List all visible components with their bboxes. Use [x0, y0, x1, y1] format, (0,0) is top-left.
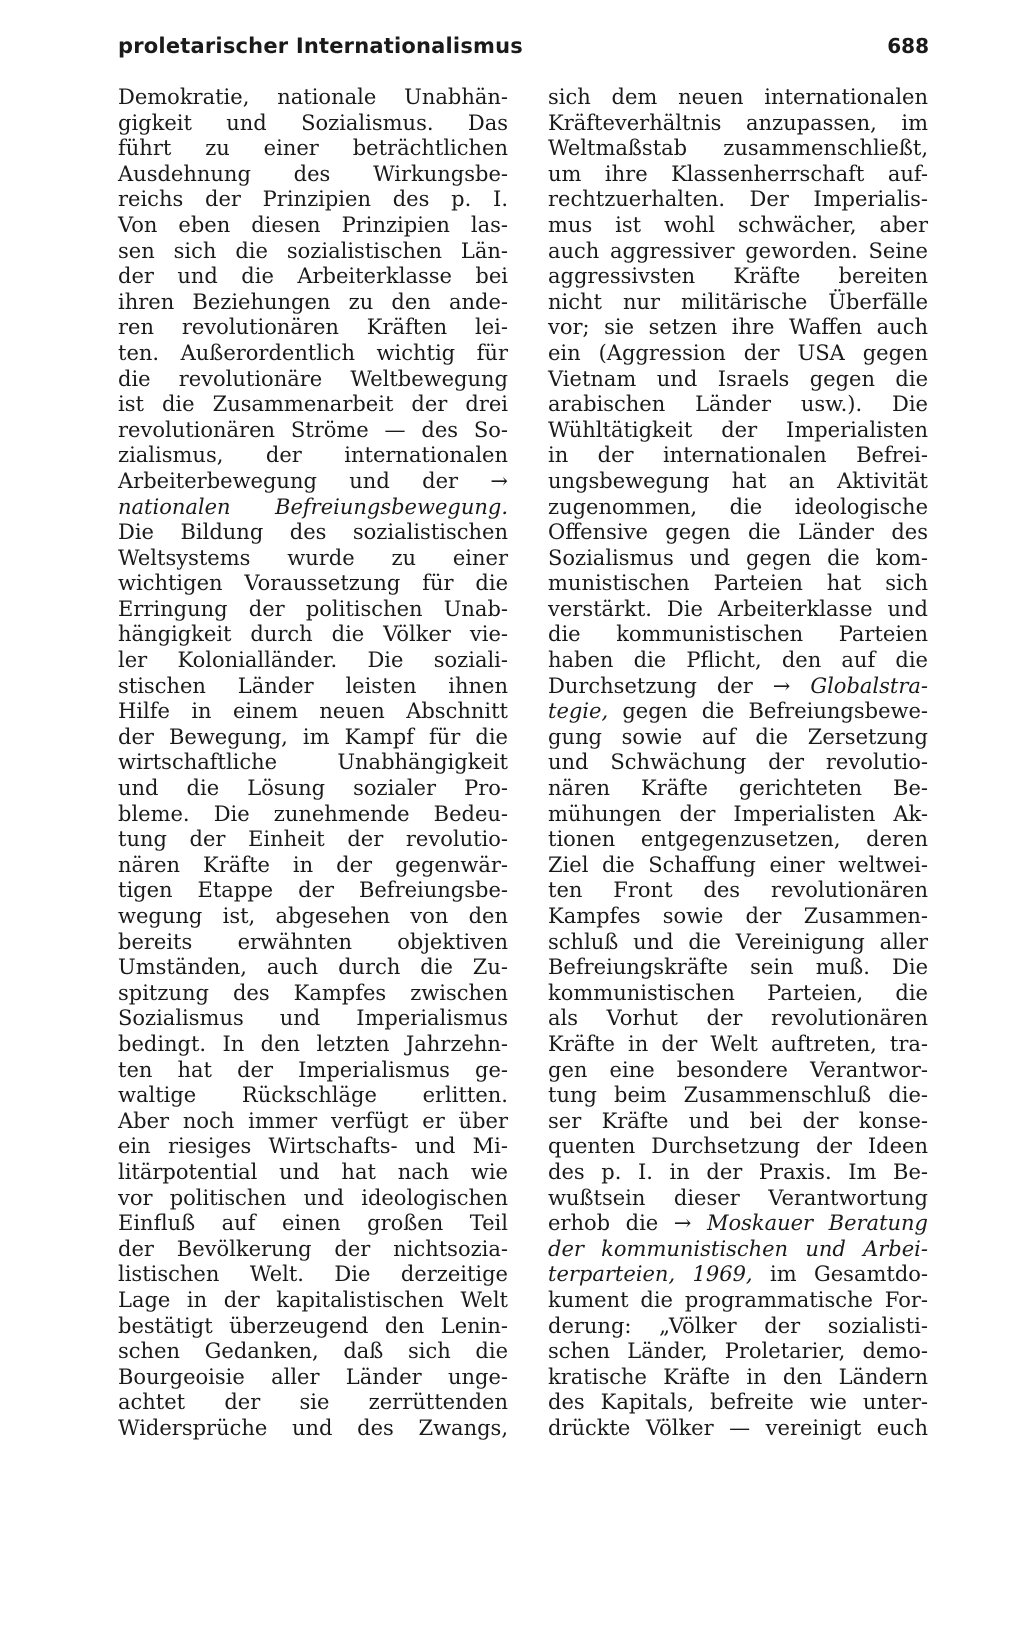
text-line: Durchsetzung der → Globalstra- [548, 673, 928, 698]
text-line: tung der Einheit der revolutio- [118, 827, 508, 852]
text-line: zialismus, der internationalen [118, 443, 508, 468]
text-line: Offensive gegen die Länder des [548, 520, 928, 545]
text-line: schen Gedanken, daß sich die [118, 1339, 508, 1364]
text-line: des p. I. in der Praxis. Im Be- [548, 1159, 928, 1184]
text-line: Befreiungskräfte sein muß. Die [548, 955, 928, 980]
text-line: Kampfes sowie der Zusammen- [548, 904, 928, 928]
text-line: reichs der Prinzipien des p. I. [118, 187, 508, 212]
text-line: der kommunistischen und Arbei- [548, 1236, 928, 1261]
text-line: Ausdehnung des Wirkungsbe- [118, 161, 508, 186]
text-line: Lage in der kapitalistischen Welt [118, 1287, 508, 1312]
text-line: schluß und die Vereinigung aller [548, 929, 928, 954]
text-line: um ihre Klassenherrschaft auf- [548, 161, 928, 186]
text-line: Wühltätigkeit der Imperialisten [548, 417, 928, 442]
text-line: die kommunistischen Parteien [548, 622, 928, 647]
page-number: 688 [887, 34, 929, 58]
text-line: tigen Etappe der Befreiungsbe- [118, 878, 508, 903]
text-line: stischen Länder leisten ihnen [118, 673, 508, 698]
text-line: auch aggressiver geworden. Seine [548, 238, 928, 263]
text-line: und Schwächung der revolutio- [548, 750, 928, 775]
text-line: ten. Außerordentlich wichtig für [118, 340, 508, 365]
text-line: Hilfe in einem neuen Abschnitt [118, 699, 508, 724]
text-line: in der internationalen Befrei- [548, 443, 928, 468]
text-line: ler Kolonialländer. Die soziali- [118, 648, 508, 673]
text-line: wegung ist, abgesehen von den [118, 904, 508, 928]
text-line: Demokratie, nationale Unabhän- [118, 85, 508, 109]
text-line: Kräfteverhältnis anzupassen, im [548, 110, 928, 135]
text-line: gigkeit und Sozialismus. Das [118, 110, 508, 135]
text-line: ihren Beziehungen zu den ande- [118, 289, 508, 314]
left-text-column [118, 85, 508, 1441]
text-line: die revolutionäre Weltbewegung [118, 366, 508, 391]
text-line: ein riesiges Wirtschafts- und Mi- [118, 1134, 508, 1159]
text-line: vor politischen und ideologischen [118, 1185, 508, 1210]
text-line: arabischen Länder usw.). Die [548, 392, 928, 417]
text-line: der und die Arbeiterklasse bei [118, 264, 508, 289]
text-line: kratische Kräfte in den Ländern [548, 1364, 928, 1389]
text-line: ten hat der Imperialismus ge- [118, 1057, 508, 1082]
text-line: der Bewegung, im Kampf für die [118, 724, 508, 749]
text-line: erhob die → Moskauer Beratung [548, 1211, 929, 1236]
text-line: sich dem neuen internationalen [548, 85, 928, 109]
text-line: Kräfte in der Welt auftreten, tra- [548, 1031, 928, 1056]
text-line: gen eine besondere Verantwor- [548, 1057, 928, 1082]
text-line: haben die Pflicht, den auf die [548, 648, 928, 673]
text-line: Sozialismus und gegen die kom- [548, 545, 928, 570]
text-line: tionen entgegenzusetzen, deren [548, 827, 928, 852]
text-line: Ziel die Schaffung einer weltwei- [548, 852, 928, 877]
text-line: drückte Völker — vereinigt euch [548, 1415, 928, 1440]
text-line: quenten Durchsetzung der Ideen [548, 1134, 928, 1159]
text-line: achtet der sie zerrüttenden [118, 1390, 508, 1415]
text-line: wichtigen Voraussetzung für die [118, 571, 508, 596]
text-line: ungsbewegung hat an Aktivität [548, 468, 928, 493]
text-line: als Vorhut der revolutionären [548, 1006, 928, 1031]
text-line: tegie, gegen die Befreiungsbewe- [548, 699, 928, 724]
running-head-title: proletarischer Internationalismus [118, 34, 523, 58]
text-line: mus ist wohl schwächer, aber [548, 212, 928, 237]
text-line: Umständen, auch durch die Zu- [118, 955, 508, 980]
text-line: Weltmaßstab zusammenschließt, [548, 136, 928, 161]
text-line: tung beim Zusammenschluß die- [548, 1083, 928, 1108]
text-line: mühungen der Imperialisten Ak- [548, 801, 928, 826]
text-line: nationalen Befreiungsbewegung. [118, 494, 508, 519]
text-line: vor; sie setzen ihre Waffen auch [548, 315, 928, 340]
text-line: munistischen Parteien hat sich [548, 571, 928, 596]
text-line: Die Bildung des sozialistischen [118, 520, 508, 545]
text-line: Widersprüche und des Zwangs, [118, 1415, 508, 1440]
text-line: terparteien, 1969, im Gesamtdo- [548, 1262, 928, 1287]
text-line: ten Front des revolutionären [548, 878, 928, 903]
text-line: Weltsystems wurde zu einer [118, 545, 508, 570]
text-line: revolutionären Ströme — des So- [118, 417, 508, 442]
page-header [118, 34, 929, 66]
text-line: der Bevölkerung der nichtsozia- [118, 1236, 508, 1261]
text-line: wirtschaftliche Unabhängigkeit [118, 750, 508, 775]
text-line: wußtsein dieser Verantwortung [548, 1185, 928, 1210]
text-line: Arbeiterbewegung und der → [118, 468, 508, 493]
text-line: ist die Zusammenarbeit der drei [118, 392, 508, 417]
text-line: Sozialismus und Imperialismus [118, 1006, 508, 1031]
text-line: derung: „Völker der sozialisti- [548, 1313, 928, 1338]
text-line: nicht nur militärische Überfälle [548, 289, 928, 314]
text-line: bedingt. In den letzten Jahrzehn- [118, 1031, 508, 1056]
text-line: führt zu einer beträchtlichen [118, 136, 508, 161]
text-line: litärpotential und hat nach wie [118, 1159, 508, 1184]
text-line: waltige Rückschläge erlitten. [118, 1083, 508, 1108]
text-line: nären Kräfte gerichteten Be- [548, 776, 928, 801]
text-line: kument die programmatische For- [548, 1287, 928, 1312]
text-line: spitzung des Kampfes zwischen [118, 980, 508, 1005]
text-line: Einfluß auf einen großen Teil [118, 1211, 508, 1236]
text-line: bleme. Die zunehmende Bedeu- [118, 801, 508, 826]
text-line: nären Kräfte in der gegenwär- [118, 852, 508, 877]
text-line: kommunistischen Parteien, die [548, 980, 928, 1005]
text-line: Von eben diesen Prinzipien las- [118, 212, 508, 237]
text-line: Aber noch immer verfügt er über [118, 1108, 508, 1133]
text-line: hängigkeit durch die Völker vie- [118, 622, 508, 647]
text-line: sen sich die sozialistischen Län- [118, 238, 508, 263]
right-text-column [548, 85, 928, 1441]
text-line: Vietnam und Israels gegen die [548, 366, 928, 391]
text-line: zugenommen, die ideologische [548, 494, 928, 519]
text-line: ein (Aggression der USA gegen [548, 340, 928, 365]
text-line: rechtzuerhalten. Der Imperialis- [548, 187, 928, 212]
text-line: Erringung der politischen Unab- [118, 596, 508, 621]
text-line: und die Lösung sozialer Pro- [118, 776, 508, 801]
text-line: aggressivsten Kräfte bereiten [548, 264, 928, 289]
text-line: bestätigt überzeugend den Lenin- [118, 1313, 508, 1338]
text-line: schen Länder, Proletarier, demo- [548, 1339, 928, 1364]
text-line: ser Kräfte und bei der konse- [548, 1108, 928, 1133]
text-line: des Kapitals, befreite wie unter- [548, 1390, 928, 1415]
text-line: listischen Welt. Die derzeitige [118, 1262, 508, 1287]
text-line: gung sowie auf die Zersetzung [548, 724, 928, 749]
text-line: Bourgeoisie aller Länder unge- [118, 1364, 508, 1389]
text-line: ren revolutionären Kräften lei- [118, 315, 508, 340]
text-line: verstärkt. Die Arbeiterklasse und [548, 596, 928, 621]
text-line: bereits erwähnten objektiven [118, 929, 508, 954]
